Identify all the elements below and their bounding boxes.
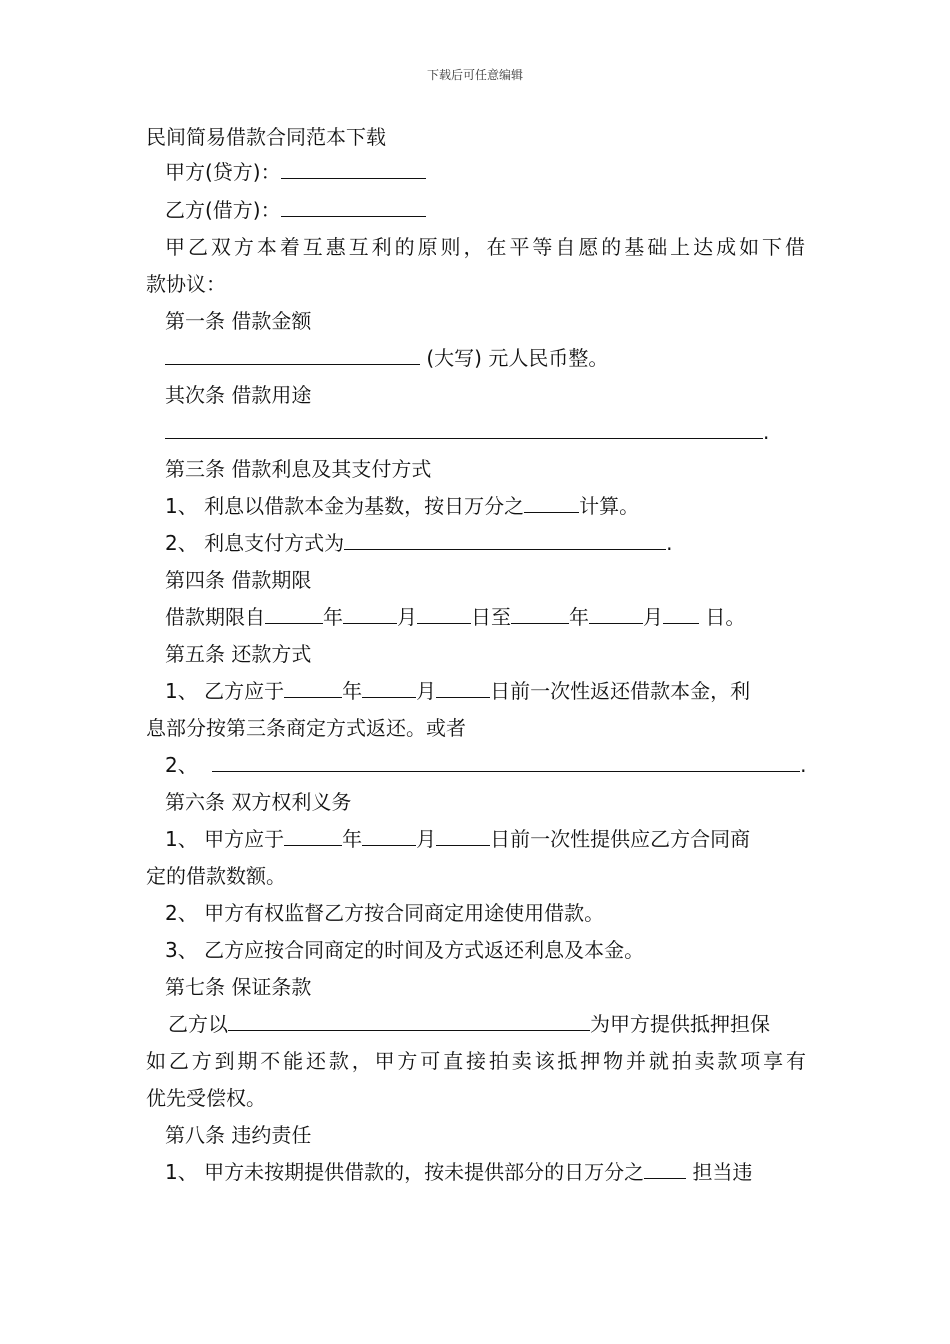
- collateral-text: 乙方以: [168, 1012, 228, 1036]
- article-1-heading: 第一条 借款金额: [165, 309, 312, 333]
- provide-day-blank[interactable]: [436, 827, 490, 846]
- article-3-heading: 第三条 借款利息及其支付方式: [165, 457, 432, 481]
- breach-text: 1、 甲方未按期提供借款的，按未提供部分的日万分之: [165, 1160, 645, 1184]
- interest-payment-blank[interactable]: [344, 531, 666, 550]
- repay-month-blank[interactable]: [362, 679, 416, 698]
- repay-day-blank[interactable]: [436, 679, 490, 698]
- repay-text: 1、 乙方应于: [165, 679, 285, 703]
- interest-rate-blank[interactable]: [524, 494, 579, 513]
- intro-line-2: 款协议：: [146, 272, 226, 296]
- article-2-heading: 其次条 借款用途: [165, 383, 312, 407]
- article-6-item-1: [165, 825, 805, 853]
- party-a-blank[interactable]: [281, 160, 426, 179]
- article-8-item-1: [165, 1158, 825, 1186]
- article-3-item-1: [165, 492, 825, 520]
- article-8-heading: 第八条 违约责任: [165, 1123, 312, 1147]
- month-label: 月: [416, 827, 437, 851]
- article-6-item-2: 2、 甲方有权监督乙方按合同商定用途使用借款。: [165, 901, 605, 925]
- end-year-blank[interactable]: [511, 605, 569, 624]
- provide-suffix: 日前一次性提供应乙方合同商: [490, 827, 751, 851]
- party-b-line: [165, 196, 825, 224]
- article-1-amount: [165, 344, 825, 372]
- article-3-item-2: [165, 529, 825, 557]
- document-title: 民间简易借款合同范本下载: [146, 125, 386, 149]
- interest-rate-text: 1、 利息以借款本金为基数，按日万分之: [165, 494, 525, 518]
- party-b-label: 乙方(借方)：: [165, 198, 281, 222]
- article-7-line-1: [168, 1010, 828, 1038]
- breach-rate-blank[interactable]: [644, 1160, 686, 1179]
- collateral-suffix: 为甲方提供抵押担保: [590, 1012, 770, 1036]
- party-b-blank[interactable]: [281, 198, 426, 217]
- repay-alt-period: .: [800, 753, 807, 777]
- article-6-item-3: 3、 乙方应按合同商定的时间及方式返还利息及本金。: [165, 938, 645, 962]
- repay-year-blank[interactable]: [284, 679, 342, 698]
- article-6-item-1-cont: 定的借款数额。: [146, 864, 286, 888]
- article-7-line-3: 优先受偿权。: [146, 1086, 266, 1110]
- term-start-text: 借款期限自: [165, 605, 265, 629]
- collateral-blank[interactable]: [228, 1012, 590, 1031]
- article-5-item-2: [165, 751, 825, 779]
- purpose-blank[interactable]: [165, 420, 763, 439]
- article-6-heading: 第六条 双方权利义务: [165, 790, 352, 814]
- interest-payment-period: .: [666, 531, 673, 555]
- page-header: 下载后可任意编辑: [426, 68, 523, 82]
- year-label: 年: [342, 679, 363, 703]
- start-day-blank[interactable]: [417, 605, 471, 624]
- purpose-period: .: [763, 420, 770, 444]
- article-7-line-2: 如乙方到期不能还款，甲方可直接拍卖该抵押物并就拍卖款项享有: [146, 1049, 806, 1073]
- party-a-label: 甲方(贷方)：: [165, 160, 281, 184]
- article-4-heading: 第四条 借款期限: [165, 568, 312, 592]
- article-5-heading: 第五条 还款方式: [165, 642, 312, 666]
- article-5-item-1-cont: 息部分按第三条商定方式返还。或者: [146, 716, 466, 740]
- end-day-blank[interactable]: [663, 605, 699, 624]
- article-2-purpose: [165, 418, 825, 446]
- interest-payment-text: 2、 利息支付方式为: [165, 531, 345, 555]
- year-label: 年: [342, 827, 363, 851]
- year-label: 年: [323, 605, 343, 629]
- year-label: 年: [569, 605, 589, 629]
- start-year-blank[interactable]: [265, 605, 323, 624]
- repay-alt-blank[interactable]: [212, 753, 800, 772]
- provide-text: 1、 甲方应于: [165, 827, 285, 851]
- month-label: 月: [416, 679, 437, 703]
- party-a-line: [165, 158, 825, 186]
- article-4-term: [165, 603, 825, 631]
- article-7-heading: 第七条 保证条款: [165, 975, 312, 999]
- interest-rate-suffix: 计算。: [579, 494, 640, 518]
- item-2-number: 2、: [165, 753, 198, 777]
- start-month-blank[interactable]: [343, 605, 397, 624]
- breach-suffix: 担当违: [692, 1160, 753, 1184]
- repay-suffix: 日前一次性返还借款本金，利: [490, 679, 751, 703]
- day-end-label: 日。: [705, 605, 746, 629]
- article-5-item-1: [165, 677, 805, 705]
- month-label: 月: [643, 605, 663, 629]
- provide-year-blank[interactable]: [284, 827, 342, 846]
- amount-suffix: (大写) 元人民币整。: [426, 346, 609, 370]
- intro-line-1: 甲乙双方本着互惠互利的原则，在平等自愿的基础上达成如下借: [165, 235, 805, 259]
- end-month-blank[interactable]: [589, 605, 643, 624]
- month-label: 月: [397, 605, 417, 629]
- amount-blank[interactable]: [165, 346, 420, 365]
- provide-month-blank[interactable]: [362, 827, 416, 846]
- day-to-label: 日至: [471, 605, 511, 629]
